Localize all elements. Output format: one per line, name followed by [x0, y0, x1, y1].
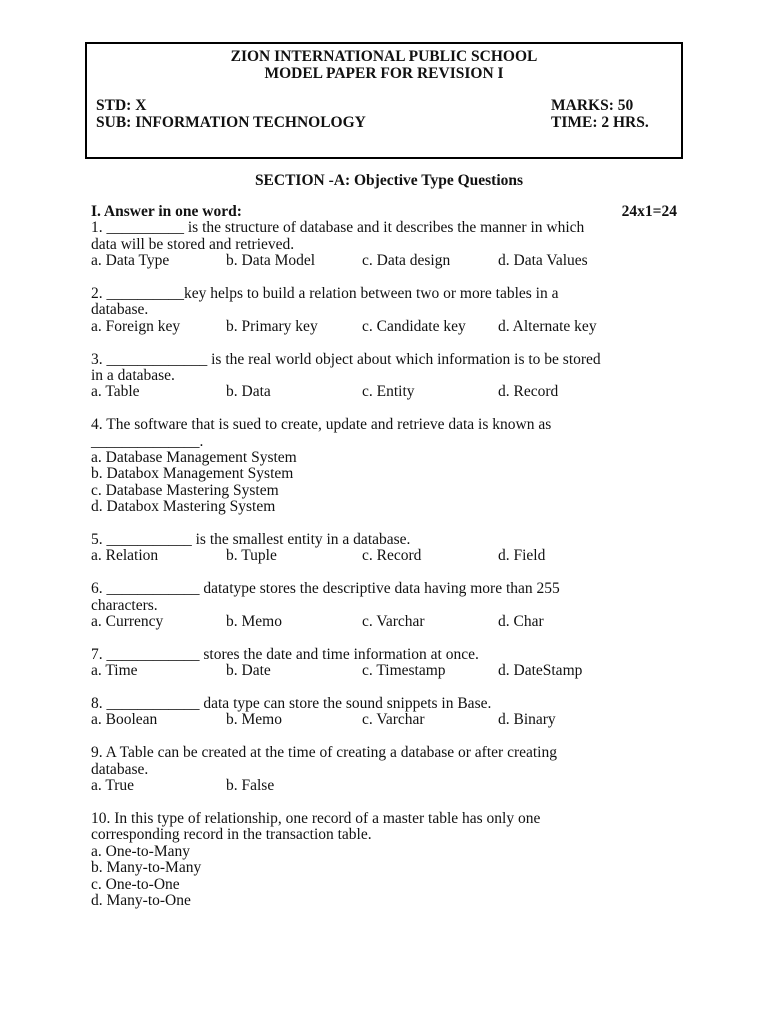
question-9 [91, 745, 691, 794]
option-c: c. Record [362, 547, 422, 565]
option-c: c. Entity [362, 383, 415, 401]
options-row [91, 614, 691, 630]
option-c: c. Database Mastering System [91, 481, 279, 499]
question-stem: 7. ____________ stores the date and time information at once. [91, 645, 479, 663]
option-b: b. Primary key [226, 317, 318, 335]
subject-label: SUB: INFORMATION TECHNOLOGY [96, 114, 366, 131]
option-a: a. Database Management System [91, 449, 297, 467]
question-8 [91, 696, 691, 729]
question-stem-cont: corresponding record in the transaction table. [91, 826, 372, 844]
option-c: c. Varchar [362, 711, 425, 729]
paper-title: MODEL PAPER FOR REVISION I [264, 65, 504, 82]
option-d: d. Field [498, 547, 546, 565]
option-a: a. Relation [91, 547, 159, 565]
option-b: b. Date [226, 662, 271, 680]
time-label: TIME: 2 HRS. [551, 114, 649, 131]
option-c: c. Data design [362, 252, 451, 270]
option-a: a. Boolean [91, 711, 158, 729]
question-stem: 10. In this type of relationship, one record of a master table has only one [91, 809, 541, 827]
question-2 [91, 286, 691, 335]
question-stem: 8. ____________ data type can store the sound snippets in Base. [91, 695, 492, 713]
option-c: c. Candidate key [362, 317, 466, 335]
question-list [91, 204, 691, 926]
options-row [91, 663, 691, 679]
option-b: b. Many-to-Many [91, 859, 202, 877]
option-d: d. Record [498, 383, 559, 401]
question-7 [91, 647, 691, 680]
school-name: ZION INTERNATIONAL PUBLIC SCHOOL [230, 48, 538, 65]
question-stem: 9. A Table can be created at the time of creating a database or after creating [91, 744, 557, 762]
option-d: d. Binary [498, 711, 556, 729]
options-row [91, 384, 691, 400]
option-a: a. Time [91, 662, 138, 680]
option-b: b. Data Model [226, 252, 316, 270]
option-b: b. Memo [226, 613, 282, 631]
option-b: b. Data [226, 383, 271, 401]
header-box [85, 42, 683, 159]
marks-label: MARKS: 50 [551, 97, 634, 114]
question-stem-cont: data will be stored and retrieved. [91, 235, 295, 253]
question-stem: 6. ____________ datatype stores the descriptive data having more than 255 [91, 580, 560, 598]
option-d: d. DateStamp [498, 662, 583, 680]
options-row [91, 319, 691, 335]
option-b: b. Memo [226, 711, 282, 729]
std-label: STD: X [96, 97, 147, 114]
option-d: d. Alternate key [498, 317, 597, 335]
option-c: c. Timestamp [362, 662, 446, 680]
part-heading-row [91, 204, 691, 220]
options-row [91, 778, 691, 794]
question-1 [91, 220, 691, 269]
option-a: a. One-to-Many [91, 842, 190, 860]
option-d: d. Databox Mastering System [91, 498, 276, 516]
question-stem-cont: characters. [91, 596, 158, 614]
part-marks: 24x1=24 [621, 203, 677, 220]
option-b: b. Databox Management System [91, 465, 294, 483]
question-stem: 4. The software that is sued to create, update and retrieve data is known as [91, 416, 552, 434]
question-6 [91, 581, 691, 630]
options-row [91, 712, 691, 728]
options-list [91, 450, 691, 516]
question-5 [91, 532, 691, 565]
options-row [91, 548, 691, 564]
option-d: d. Char [498, 613, 544, 631]
question-4 [91, 417, 691, 515]
option-a: a. True [91, 777, 135, 795]
option-d: d. Many-to-One [91, 891, 191, 909]
question-stem-cont: database. [91, 760, 149, 778]
question-stem: 3. _____________ is the real world object about which information is to be stored [91, 350, 601, 368]
option-a: a. Table [91, 383, 140, 401]
question-stem: 5. ___________ is the smallest entity in a database. [91, 531, 411, 549]
question-stem-cont: database. [91, 301, 149, 319]
options-list [91, 844, 691, 910]
option-b: b. Tuple [226, 547, 277, 565]
option-a: a. Foreign key [91, 317, 181, 335]
option-a: a. Data Type [91, 252, 170, 270]
question-stem: 1. __________ is the structure of database and it describes the manner in which [91, 219, 585, 237]
option-c: c. Varchar [362, 613, 425, 631]
question-3 [91, 352, 691, 401]
section-title: SECTION -A: Objective Type Questions [254, 172, 524, 189]
options-row [91, 253, 691, 269]
question-10 [91, 811, 691, 909]
part-heading: I. Answer in one word: [91, 203, 242, 220]
option-b: b. False [226, 777, 275, 795]
question-stem: 2. __________key helps to build a relation between two or more tables in a [91, 285, 559, 302]
option-d: d. Data Values [498, 252, 588, 270]
question-stem-cont: in a database. [91, 367, 175, 385]
question-stem-cont: ______________. [91, 432, 204, 450]
option-c: c. One-to-One [91, 875, 180, 893]
option-a: a. Currency [91, 613, 164, 631]
